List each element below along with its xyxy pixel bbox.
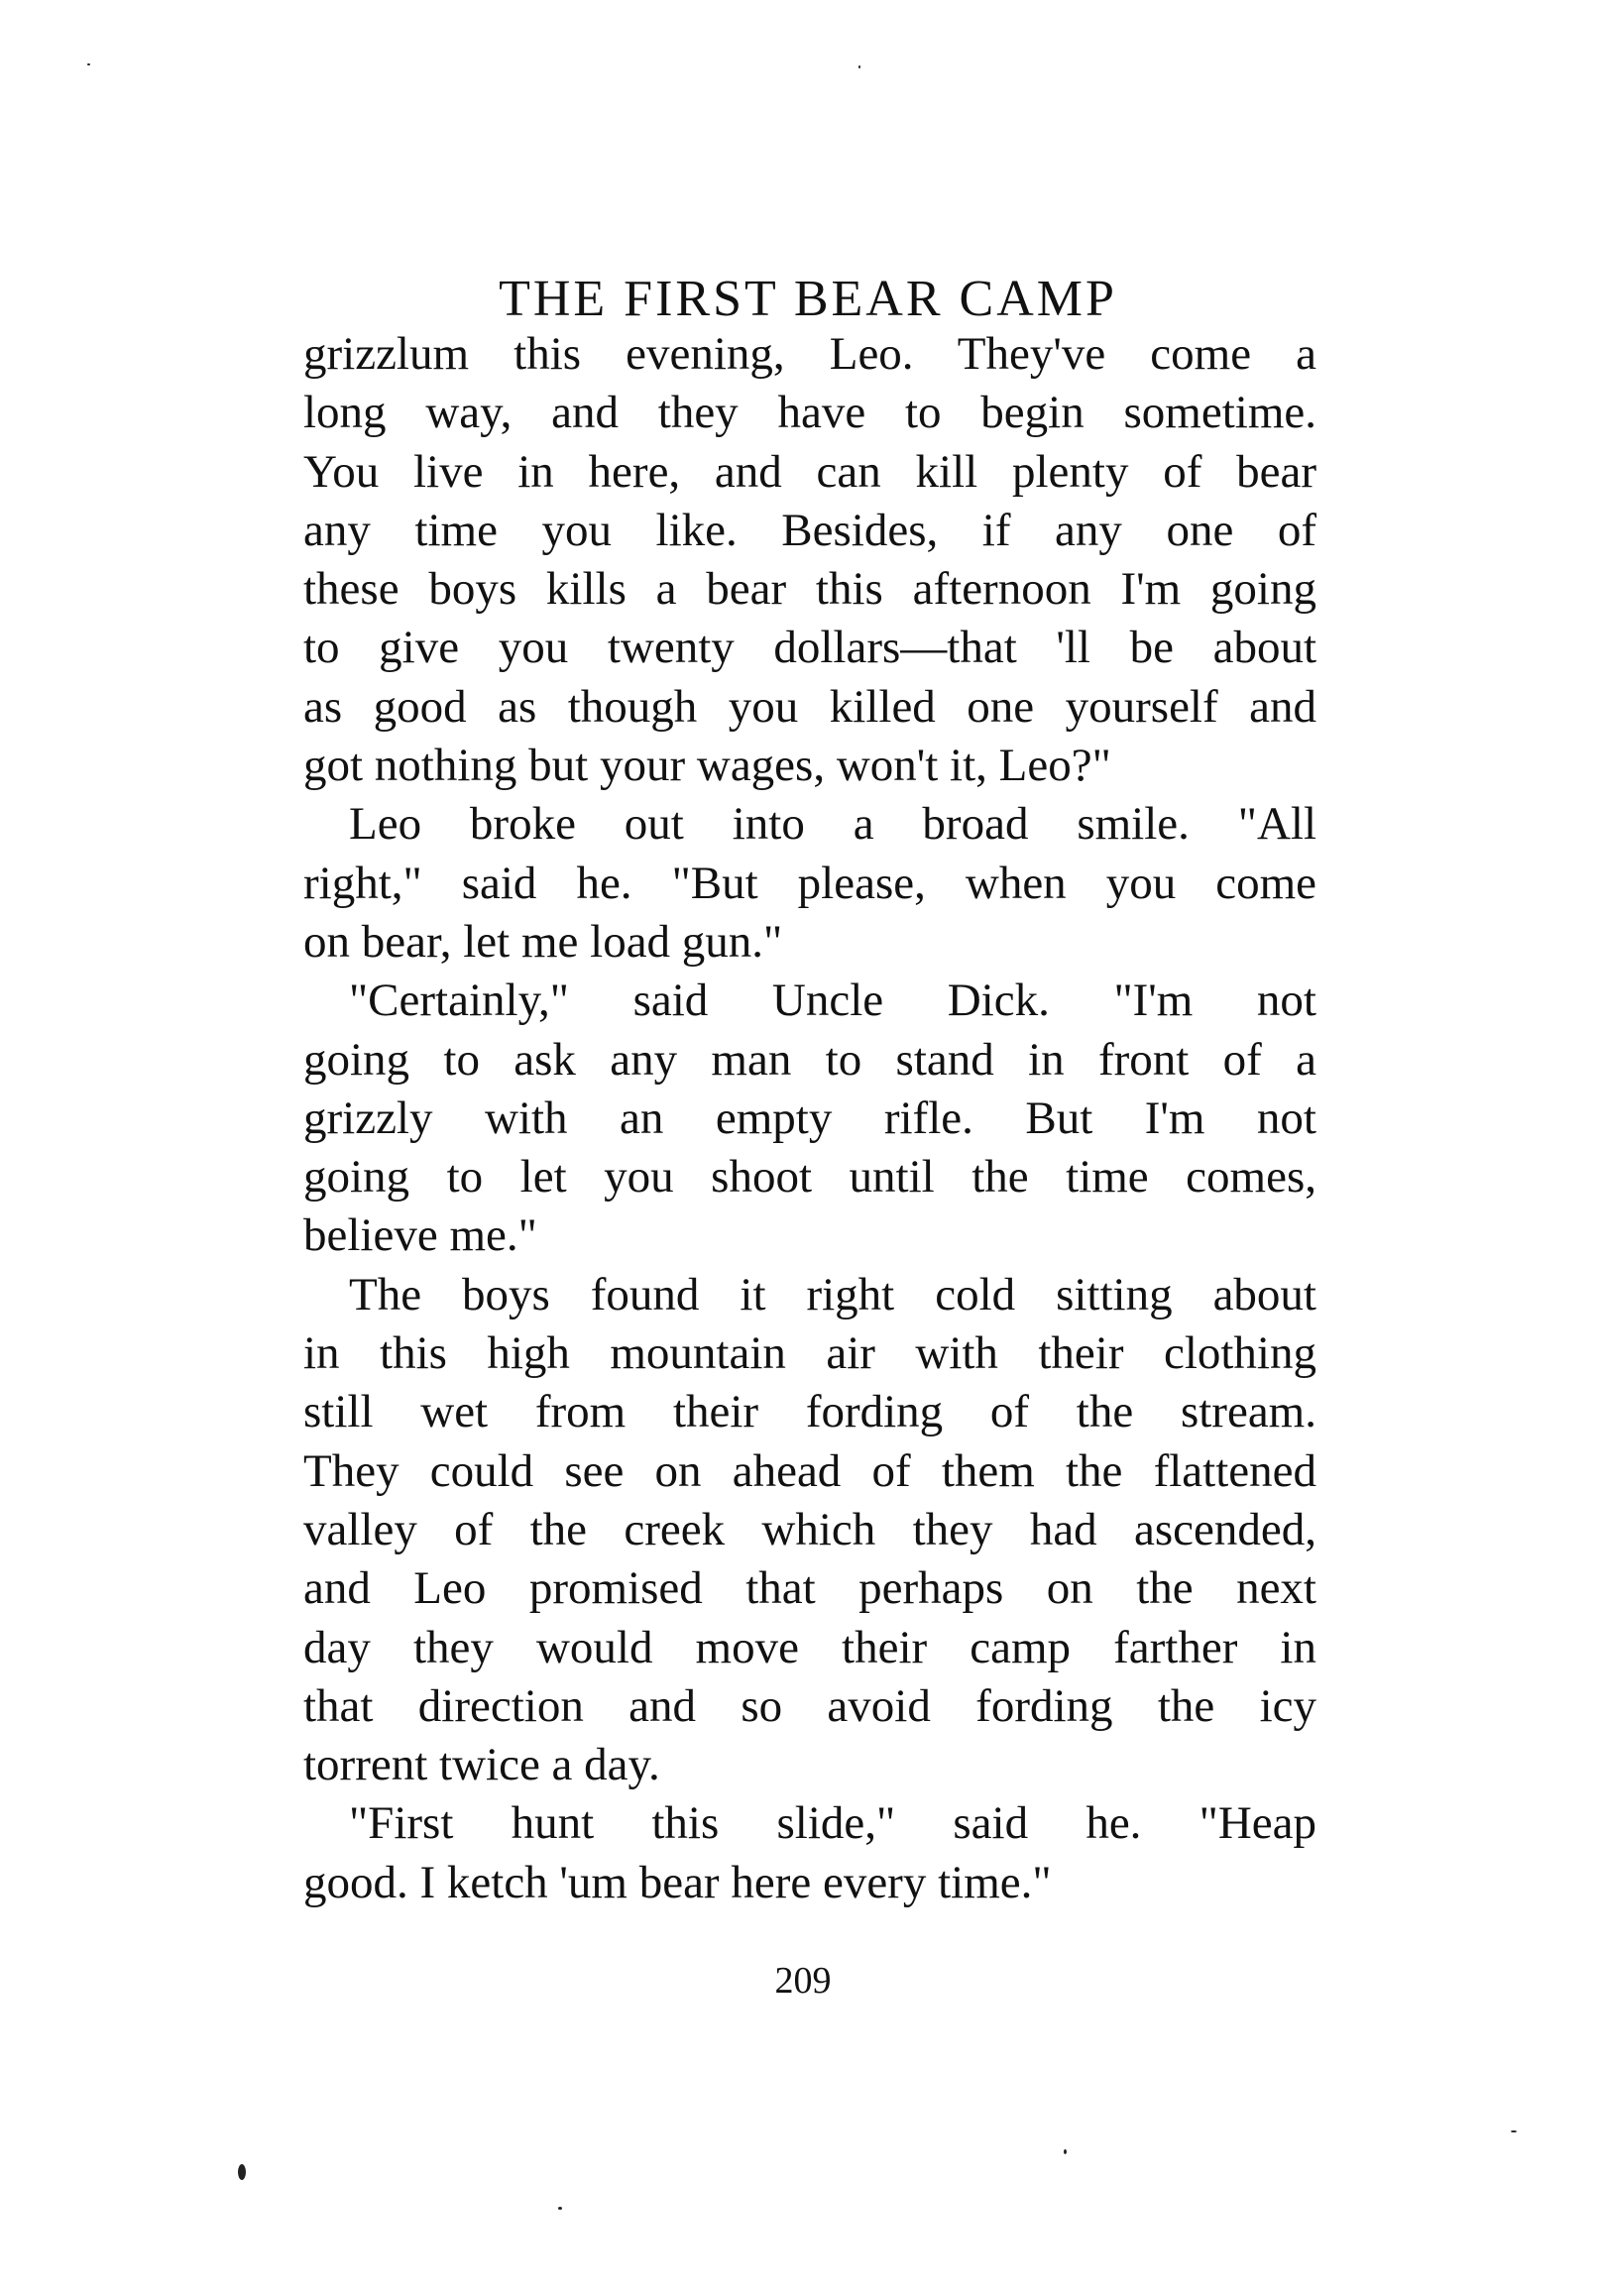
scan-speck xyxy=(238,2164,246,2180)
text-line: these boys kills a bear this afternoon I'm going xyxy=(303,563,1316,616)
text-line: grizzlum this evening, Leo. They've come a xyxy=(303,328,1316,380)
text-line: day they would move their camp farther in xyxy=(303,1621,1316,1673)
text-line: "Certainly," said Uncle Dick. "I'm not xyxy=(349,975,1316,1027)
text-line: still wet from their fording of the stream. xyxy=(303,1386,1316,1438)
text-line: valley of the creek which they had ascended, xyxy=(303,1503,1316,1555)
text-line: going to ask any man to stand in front of a xyxy=(303,1033,1316,1086)
text-line: Leo broke out into a broad smile. "All xyxy=(349,798,1316,851)
text-line: and Leo promised that perhaps on the next xyxy=(303,1562,1316,1615)
text-line: right," said he. "But please, when you come xyxy=(303,857,1316,909)
text-line: to give you twenty dollars—that 'll be about xyxy=(303,622,1316,674)
text-line: The boys found it right cold sitting about xyxy=(349,1268,1316,1320)
running-head: THE FIRST BEAR CAMP xyxy=(499,271,1117,327)
text-line: "First hunt this slide," said he. "Heap xyxy=(349,1797,1316,1850)
scan-speck xyxy=(1511,2130,1517,2132)
text-line: torrent twice a day. xyxy=(303,1739,660,1791)
text-line: in this high mountain air with their clothing xyxy=(303,1327,1316,1380)
text-line: grizzly with an empty rifle. But I'm not xyxy=(303,1091,1316,1144)
text-line: any time you like. Besides, if any one of xyxy=(303,504,1316,556)
text-line: got nothing but your wages, won't it, Leo?" xyxy=(303,740,1111,792)
page-number: 209 xyxy=(774,1960,832,2002)
scan-speck xyxy=(1064,2149,1067,2154)
text-line: good. I ketch 'um bear here every time." xyxy=(303,1856,1052,1908)
text-line: They could see on ahead of them the flattened xyxy=(303,1444,1316,1497)
body-text xyxy=(303,325,1316,1912)
text-line: You live in here, and can kill plenty of bear xyxy=(303,445,1316,498)
text-line: long way, and they have to begin sometime. xyxy=(303,387,1316,439)
scan-speck xyxy=(558,2207,562,2210)
text-line: as good as though you killed one yourself and xyxy=(303,680,1316,733)
text-line: going to let you shoot until the time comes, xyxy=(303,1151,1316,1204)
text-line: on bear, let me load gun." xyxy=(303,915,783,968)
text-line: that direction and so avoid fording the icy xyxy=(303,1679,1316,1732)
scan-speck xyxy=(87,63,90,65)
text-line: believe me." xyxy=(303,1209,537,1262)
scan-speck xyxy=(858,65,860,68)
